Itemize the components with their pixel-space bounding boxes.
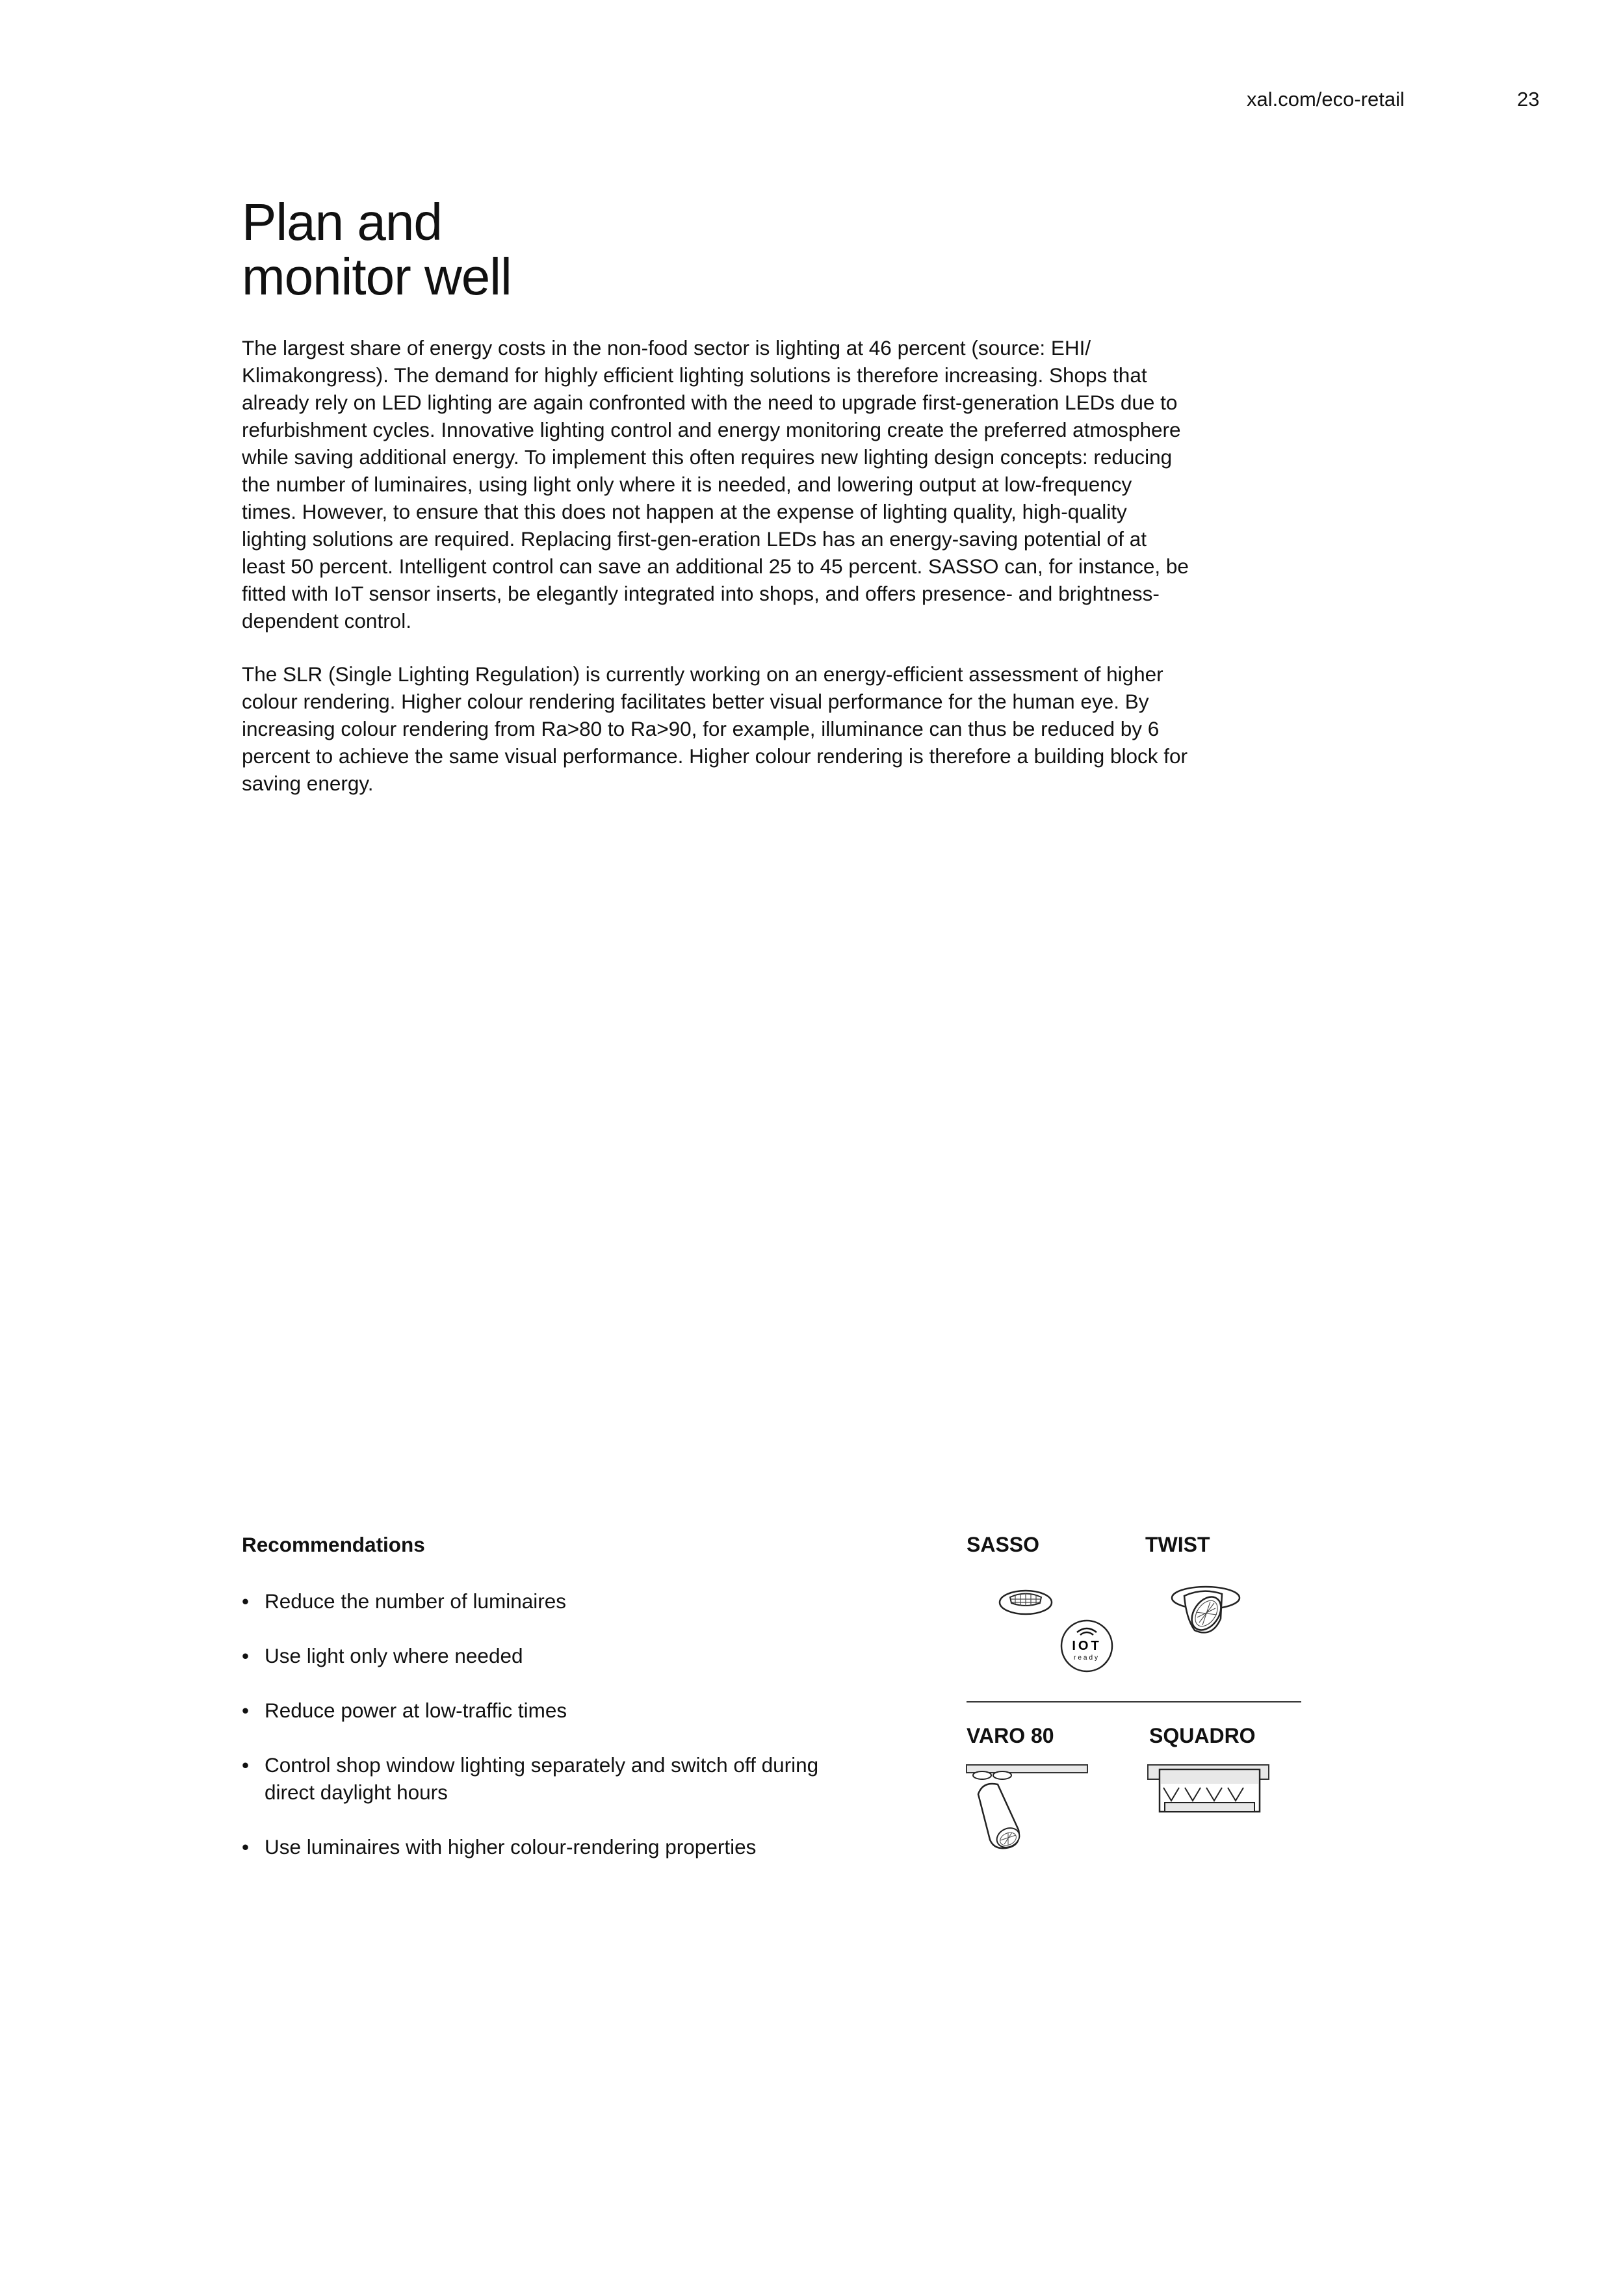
page-number: 23 — [1517, 88, 1540, 111]
body-paragraph-1: The largest share of energy costs in the non-food sector is lighting at 46 percent (source: EHI/ Klimakongress). The demand for highly efficient lighting solutions is therefore increasing. Shops that already rely on LED lighting are again confronted with the need to upgrade first-generation LEDs due to refurbishment cycles. Innovative lighting control and energy monitoring create the preferred atmosphere while saving additional energy. To implement this often requires new lighting design concepts: reducing the number of luminaires, using light only where it is needed, and lowering output at low-frequency times. However, to ensure that this does not happen at the expense of lighting quality, high-quality lighting solutions are required. Replacing first-gen-eration LEDs has an energy-saving potential of at least 50 percent. Intelligent control can save an additional 25 to 45 percent. SASSO can, for instance, be fitted with IoT sensor inserts, be elegantly integrated into shops, and offers presence- and brightness-dependent control. — [242, 336, 1189, 633]
list-item: • Control shop window lighting separately and switch off during direct daylight hours — [242, 1751, 824, 1806]
product-label-twist: TWIST — [1145, 1533, 1210, 1556]
recommendations-heading: Recommendations — [242, 1533, 425, 1556]
product-label-squadro: SQUADRO — [1149, 1724, 1256, 1747]
recommendations-list — [242, 1587, 850, 1888]
track-linear-luminaire-icon — [1148, 1765, 1278, 1823]
title-line-1: Plan and — [242, 193, 442, 251]
header-url: xal.com/eco-retail — [1247, 88, 1405, 111]
list-item: • Reduce power at low-traffic times — [242, 1697, 850, 1724]
list-item: • Reduce the number of luminaires — [242, 1587, 850, 1615]
list-item: • Use luminaires with higher colour-rendering properties — [242, 1833, 850, 1860]
divider — [967, 1701, 1301, 1702]
product-label-varo-80: VARO 80 — [967, 1724, 1054, 1747]
iot-badge-subtext: ready — [1073, 1654, 1100, 1662]
title-line-2: monitor well — [242, 248, 512, 306]
track-spotlight-icon — [967, 1765, 1097, 1862]
list-item: • Use light only where needed — [242, 1642, 850, 1669]
iot-ready-badge — [1045, 1604, 1129, 1688]
product-label-sasso: SASSO — [967, 1533, 1040, 1556]
adjustable-recessed-spotlight-icon — [1163, 1580, 1254, 1658]
body-paragraph-2: The SLR (Single Lighting Regulation) is currently working on an energy-efficient assessment of higher colour rendering. Higher colour rendering facilitates better visual performance for the human eye. By increasing colour rendering from Ra>80 to Ra>90, for example, illuminance can thus be reduced by 6 percent to achieve the same visual performance. Higher colour rendering is therefore a building block for saving energy. — [242, 662, 1188, 795]
page-title — [242, 195, 512, 304]
iot-badge-text: IOT — [1072, 1639, 1102, 1653]
